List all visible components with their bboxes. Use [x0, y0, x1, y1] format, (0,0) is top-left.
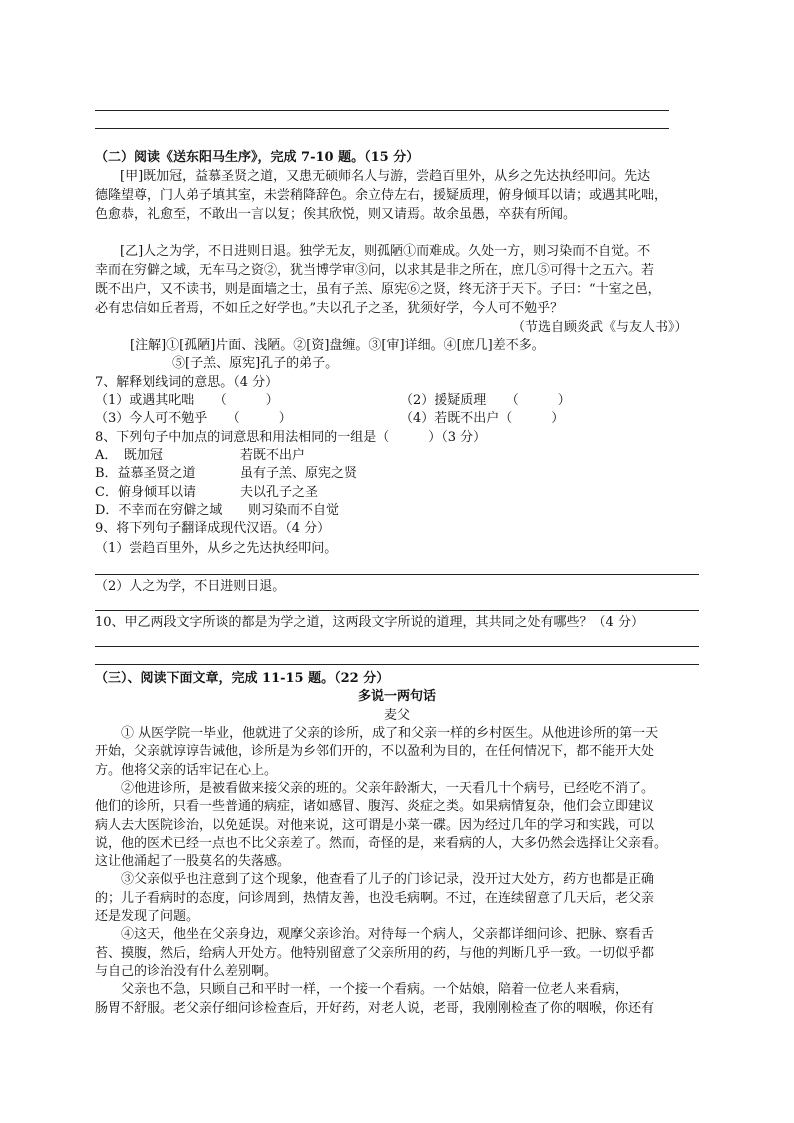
passage-jia-line: 德隆望尊，门人弟子填其室，未尝稍降辞色。余立侍左右，援疑质理，俯身倾耳以请；或遇其叱咄， — [95, 188, 668, 203]
article-line: 与自己的诊治没有什么差别啊。 — [95, 964, 278, 979]
article-line: 病人去大医院诊治，以免延误。对他来说，这可谓是小菜一碟。因为经过几年的学习和实践，可以 — [95, 818, 655, 833]
article-line: 苔、摸腹，然后，给病人开处方。他特别留意了父亲所用的药，与他的判断几乎一致。一切似乎都 — [95, 946, 655, 961]
answer-line — [95, 646, 699, 647]
article-line: ②他进诊所，是被看做来接父亲的班的。父亲年龄渐大，一天看几十个病号，已经吃不消了。 — [95, 781, 655, 796]
passage-jia-line: [甲]既加冠，益慕圣贤之道，又患无硕师名人与游，尝趋百里外，从乡之先达执经叩问。先达 — [120, 169, 651, 184]
article-line: 的；儿子看病时的态度，问诊周到，热情友善，也没毛病啊。不过，在连续留意了几天后，老父亲 — [95, 891, 655, 906]
passage-jia-line: 色愈恭，礼愈至，不敢出一言以复；俟其欣悦，则又请焉。故余虽愚，卒获有所闻。 — [95, 207, 577, 222]
annotation-line: ⑤[子羔、原宪]孔子的弟子。 — [172, 356, 339, 371]
passage-source: （节选自顾炎武《与友人书》） — [512, 320, 688, 335]
article-line: 肠胃不舒服。老父亲仔细问诊检查后，开好药，对老人说，老哥，我刚刚检查了你的咽喉，你还有 — [95, 1001, 655, 1016]
q7-item: （3）今人可不勉乎 （ ） — [95, 411, 292, 426]
section-heading: （二）阅读《送东阳马生序》，完成 7-10 题。（15 分） — [95, 150, 420, 165]
annotation-line: [注解]①[孤陋]片面、浅陋。②[资]盘缠。③[审]详细。④[庶几]差不多。 — [130, 338, 545, 353]
q7-item: （1）或遇其叱咄 （ ） — [95, 393, 279, 408]
q7-item: （4）若既不出户（ ） — [400, 411, 565, 426]
article-line: 他们的诊所，只看一些普通的病症，诸如感冒、腹泻、炎症之类。如果病情复杂，他们会立即建议 — [95, 799, 655, 814]
article-title: 多说一两句话 — [357, 689, 436, 704]
passage-yi-line: 既不出户，又不读书，则是面墙之士，虽有子羔、原宪⑥之贤，终无济于天下。子曰：“十室之邑， — [95, 282, 661, 297]
passage-yi-line: [乙]人之为学，不日进则日退。独学无友，则孤陋①而难成。久处一方，则习染而不自觉。不 — [120, 244, 651, 259]
q8-option-c: C．俯身倾耳以请 — [95, 485, 196, 500]
article-line: 父亲也不急，只顾自己和平时一样，一个接一个看病。一个姑娘，陪着一位老人来看病， — [95, 982, 629, 997]
section-heading: （三）、阅读下面文章，完成 11-15 题。（22 分） — [95, 671, 390, 686]
article-author: 麦父 — [383, 708, 410, 723]
question-9: 9、将下列句子翻译成现代汉语。（4 分） — [95, 521, 331, 536]
article-line: ① 从医学院一毕业，他就进了父亲的诊所，成了和父亲一样的乡村医生。从他进诊所的第一天 — [95, 726, 659, 741]
answer-line — [95, 610, 699, 611]
q9-sentence-2: （2）人之为学，不日进则日退。 — [95, 579, 286, 594]
article-line: 说，他的医术已经一点也不比父亲差了。然而，奇怪的是，来看病的人，大多仍然会选择让父亲看。 — [95, 836, 668, 851]
question-7: 7、解释划线词的意思。（4 分） — [95, 375, 279, 390]
article-line: 方。他将父亲的话牢记在心上。 — [95, 763, 278, 778]
article-line: ③父亲似乎也注意到了这个现象，他查看了儿子的门诊记录，没开过大处方，药方也都是正确 — [95, 872, 655, 887]
answer-line — [95, 128, 669, 129]
article-line: ④这天，他坐在父亲身边，观摩父亲诊治。对待每一个病人，父亲都详细问诊、把脉、察看舌 — [95, 927, 655, 942]
answer-line — [95, 574, 699, 575]
q7-item: （2）援疑质理 （ ） — [400, 393, 571, 408]
q8-option-d-pair: 则习染而不自觉 — [248, 503, 340, 518]
q8-option-d: D．不幸而在穷僻之域 — [95, 503, 223, 518]
article-line: 这让他涌起了一股莫名的失落感。 — [95, 854, 291, 869]
question-10: 10、甲乙两段文字所谈的都是为学之道，这两段文字所说的道理，其共同之处有哪些？（4 分） — [95, 615, 644, 630]
passage-yi-line: 幸而在穷僻之域，无车马之资②，犹当博学审③问，以求其是非之所在，庶几⑤可得十之五六。若 — [95, 263, 655, 278]
q8-option-a: A． 既加冠 — [95, 448, 163, 463]
question-8: 8、下列句子中加点的词意思和用法相同的一组是（ ）（3 分） — [95, 430, 487, 445]
article-line: 开始，父亲就谆谆告诫他，诊所是为乡邻们开的，不以盈利为目的，在任何情况下，都不能开大处 — [95, 744, 655, 759]
q9-sentence-1: （1）尝趋百里外，从乡之先达执经叩问。 — [95, 541, 338, 556]
answer-line — [95, 110, 669, 111]
article-line: 还是发现了问题。 — [95, 909, 200, 924]
q8-option-a-pair: 若既不出户 — [240, 448, 306, 463]
passage-yi-line: 必有忠信如丘者焉，不如丘之好学也。”夫以孔子之圣，犹须好学，今人可不勉乎？ — [95, 301, 564, 316]
q8-option-b: B．益慕圣贤之道 — [95, 466, 196, 481]
q8-option-c-pair: 夫以孔子之圣 — [240, 485, 319, 500]
q8-option-b-pair: 虽有子羔、原宪之贤 — [240, 466, 358, 481]
answer-line — [95, 664, 699, 665]
